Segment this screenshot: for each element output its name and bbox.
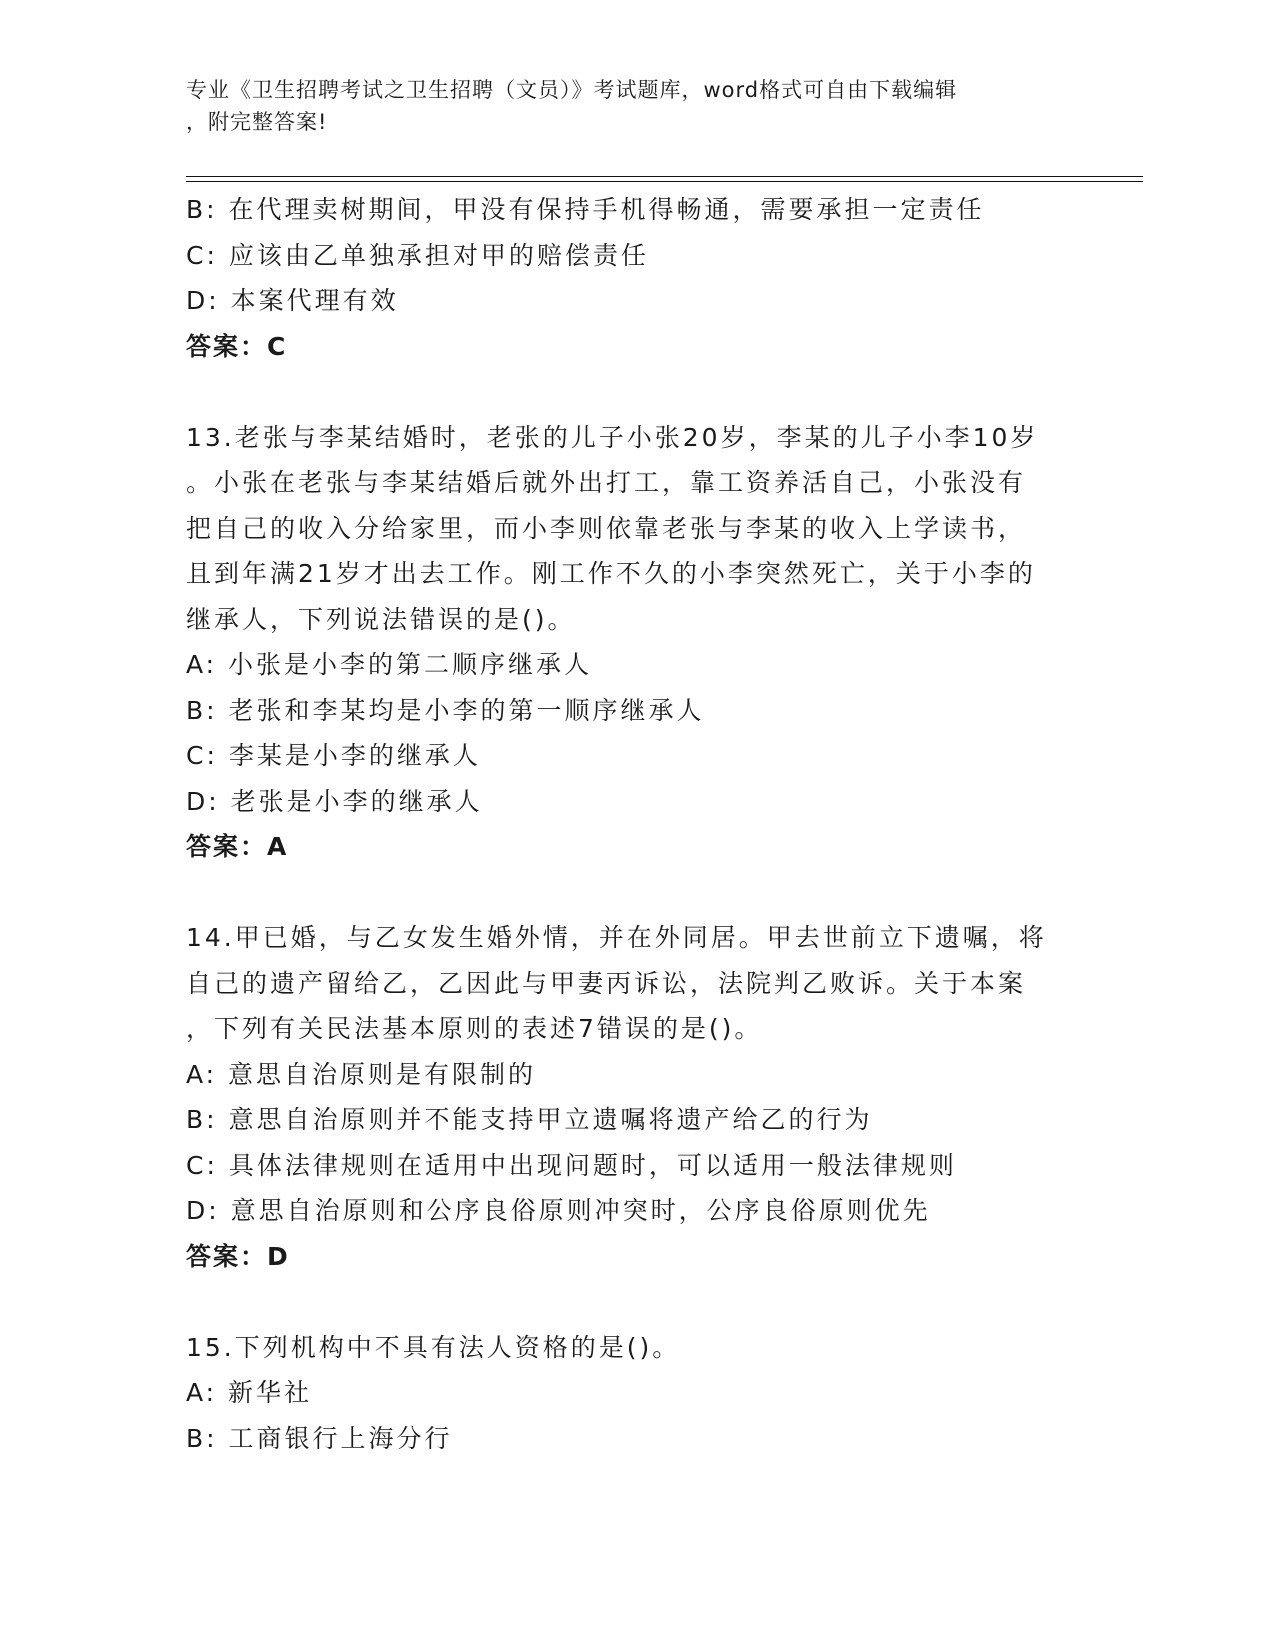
question-14 [186, 915, 1066, 1279]
spacer [186, 870, 1066, 916]
header-rule-top [186, 176, 1143, 177]
q14-option-d: D: 意思自治原则和公序良俗原则冲突时，公序良俗原则优先 [186, 1196, 931, 1225]
document-header [186, 74, 1066, 138]
q14-option-c: C: 具体法律规则在适用中出现问题时，可以适用一般法律规则 [186, 1150, 957, 1180]
q13-answer: 答案：A [186, 832, 289, 861]
question-13 [186, 415, 1066, 870]
spacer [186, 1279, 1066, 1325]
q12-option-c: C: 应该由乙单独承担对甲的赔偿责任 [186, 240, 649, 270]
q15-option-b: B: 工商银行上海分行 [186, 1423, 453, 1453]
q13-stem-line-5: 继承人，下列说法错误的是()。 [186, 604, 576, 634]
q13-option-d: D: 老张是小李的继承人 [186, 786, 483, 816]
q13-option-b: B: 老张和李某均是小李的第一顺序继承人 [186, 695, 705, 725]
q14-stem-line-2: 自己的遗产留给乙，乙因此与甲妻丙诉讼，法院判乙败诉。关于本案 [186, 968, 1027, 998]
q14-option-a: A: 意思自治原则是有限制的 [186, 1059, 537, 1089]
q15-stem-line-1: 15.下列机构中不具有法人资格的是()。 [186, 1332, 681, 1362]
q12-option-b: B: 在代理卖树期间，甲没有保持手机得畅通，需要承担一定责任 [186, 195, 985, 224]
q13-stem-line-2: 。小张在老张与李某结婚后就外出打工，靠工资养活自己，小张没有 [186, 468, 1027, 497]
q13-option-c: C: 李某是小李的继承人 [186, 741, 481, 770]
q14-stem-line-3: ，下列有关民法基本原则的表述7错误的是()。 [186, 1014, 763, 1043]
q15-option-a: A: 新华社 [186, 1378, 313, 1407]
spacer [186, 369, 1066, 415]
q13-stem-line-3: 把自己的收入分给家里，而小李则依靠老张与李某的收入上学读书， [186, 513, 1027, 543]
q14-option-b: B: 意思自治原则并不能支持甲立遗嘱将遗产给乙的行为 [186, 1105, 873, 1134]
q13-stem-line-4: 且到年满21岁才出去工作。刚工作不久的小李突然死亡，关于小李的 [186, 559, 1036, 588]
q13-option-a: A: 小张是小李的第二顺序继承人 [186, 650, 593, 679]
q13-stem-line-1: 13.老张与李某结婚时，老张的儿子小张20岁，李某的儿子小李10岁 [186, 422, 1039, 452]
header-title-line-1: 专业《卫生招聘考试之卫生招聘（文员）》考试题库，word格式可自由下载编辑 [186, 78, 958, 102]
question-content [186, 187, 1066, 1461]
q14-stem-line-1: 14.甲已婚，与乙女发生婚外情，并在外同居。甲去世前立下遗嘱，将 [186, 923, 1047, 952]
header-title-line-2: ，附完整答案! [186, 110, 328, 134]
question-12-tail [186, 187, 1066, 369]
header-rule-bottom [186, 181, 1143, 182]
question-15 [186, 1325, 1066, 1462]
q14-answer: 答案：D [186, 1241, 290, 1271]
q12-answer: 答案：C [186, 331, 288, 361]
q12-option-d: D: 本案代理有效 [186, 286, 399, 315]
